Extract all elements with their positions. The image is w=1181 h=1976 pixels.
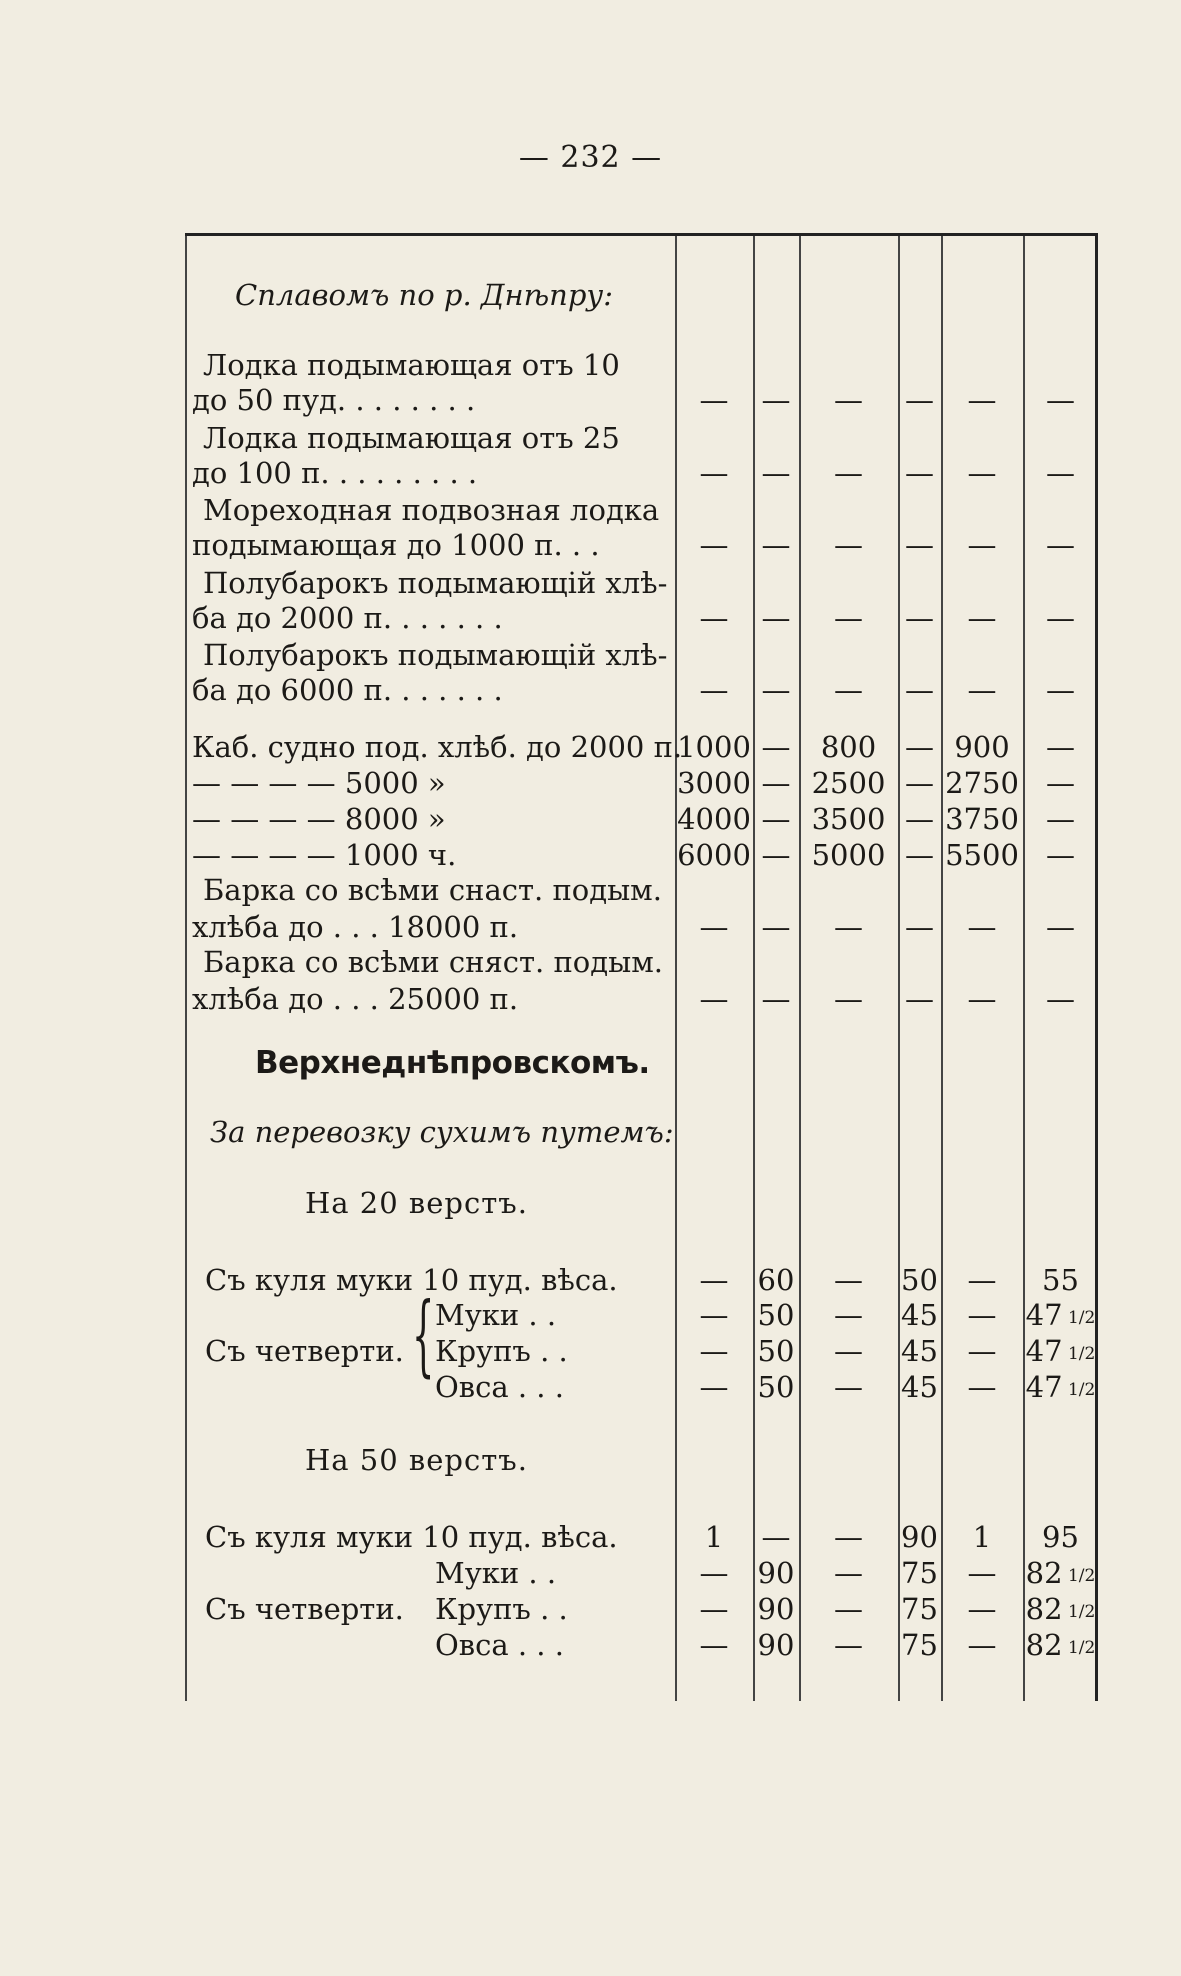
table-cell: —	[967, 1263, 997, 1297]
table-cell: —	[967, 1298, 997, 1332]
table-cell: —	[905, 383, 934, 417]
table-cell: —	[905, 673, 934, 707]
section-title-verkhnedneprovskom: Верхнеднѣпровскомъ.	[255, 1045, 650, 1081]
table-cell: —	[834, 456, 863, 490]
table-cell: 50	[901, 1263, 938, 1297]
section-title-splav: Сплавомъ по р. Днѣпру:	[235, 278, 614, 312]
table-cell: —	[967, 673, 997, 707]
table-cell: —	[834, 601, 863, 635]
fraction: 1/2	[1062, 1602, 1096, 1622]
fraction: 1/2	[1062, 1566, 1096, 1586]
table-cell: 1	[704, 1520, 724, 1554]
row-label: Лодка подымающая отъ 25	[203, 421, 620, 455]
table-cell: —	[834, 1556, 863, 1590]
tariff-table	[170, 233, 1098, 1701]
table-cell: 90	[757, 1592, 795, 1626]
table-cell: —	[1046, 673, 1075, 707]
table-cell: 800	[820, 730, 877, 764]
table-cell: 47 1/2	[1025, 1370, 1096, 1404]
table-cell: 50	[757, 1370, 795, 1404]
table-cell: —	[834, 1334, 863, 1368]
table-cell: 75	[901, 1628, 938, 1662]
table-cell: 47 1/2	[1025, 1298, 1096, 1332]
row-label: Овса . . .	[435, 1370, 564, 1404]
table-cell: —	[699, 1263, 729, 1297]
row-label: Лодка подымающая отъ 10	[203, 348, 620, 382]
subsection-title-50: На 50 верстъ.	[305, 1443, 528, 1477]
table-cell: —	[761, 802, 791, 836]
table-cell: 90	[901, 1520, 938, 1554]
column-rule	[185, 236, 187, 1701]
table-cell: —	[905, 730, 934, 764]
table-cell: —	[761, 1520, 791, 1554]
table-cell: —	[1046, 730, 1075, 764]
table-cell: —	[1046, 528, 1075, 562]
table-cell: —	[1046, 456, 1075, 490]
table-cell: —	[1046, 383, 1075, 417]
row-label: хлѣба до . . . 18000 п.	[192, 910, 519, 944]
section-title-sukhim: За перевозку сухимъ путемъ:	[210, 1115, 674, 1149]
table-cell: 75	[901, 1592, 938, 1626]
row-label: хлѣба до . . . 25000 п.	[192, 982, 519, 1016]
table-cell: —	[834, 1298, 863, 1332]
fraction: 1/2	[1062, 1380, 1096, 1400]
table-top-rule	[185, 233, 1098, 236]
table-cell: —	[834, 1592, 863, 1626]
table-cell: 90	[757, 1628, 795, 1662]
table-cell: 3750	[945, 802, 1019, 836]
row-label: Съ куля муки 10 пуд. вѣса.	[205, 1263, 618, 1297]
table-cell: —	[699, 1334, 729, 1368]
table-cell: —	[834, 1263, 863, 1297]
table-cell: —	[699, 456, 729, 490]
table-cell: 6000	[677, 838, 751, 872]
table-cell: 90	[757, 1556, 795, 1590]
table-cell: 2500	[811, 766, 886, 800]
fraction: 1/2	[1062, 1308, 1096, 1328]
row-label: Полубарокъ подымающій хлѣ-	[203, 638, 668, 672]
row-label: ба до 6000 п. . . . . . .	[192, 673, 503, 707]
table-cell: —	[1046, 802, 1075, 836]
table-cell: —	[834, 910, 863, 944]
table-cell: —	[699, 910, 729, 944]
table-cell: —	[761, 528, 791, 562]
table-cell: —	[699, 601, 729, 635]
table-cell: 95	[1042, 1520, 1079, 1554]
table-cell: —	[834, 1520, 863, 1554]
row-label: Мореходная подвозная лодка	[203, 493, 660, 527]
table-cell: —	[967, 1556, 997, 1590]
table-cell: —	[967, 601, 997, 635]
table-cell: —	[834, 383, 863, 417]
table-cell: —	[905, 766, 934, 800]
table-cell: —	[761, 456, 791, 490]
table-cell: —	[1046, 910, 1075, 944]
row-label: — — — — 8000 »	[192, 802, 446, 836]
row-label: до 50 пуд. . . . . . . .	[192, 383, 476, 417]
table-cell: 50	[757, 1334, 795, 1368]
table-cell: —	[834, 982, 863, 1016]
table-cell: —	[905, 528, 934, 562]
table-cell: —	[699, 982, 729, 1016]
table-cell: 45	[901, 1334, 938, 1368]
row-label: Крупъ . .	[435, 1592, 568, 1626]
table-cell: 82 1/2	[1025, 1628, 1096, 1662]
table-cell: —	[905, 910, 934, 944]
table-cell: —	[834, 673, 863, 707]
table-cell: —	[761, 982, 791, 1016]
table-cell: 50	[757, 1298, 795, 1332]
row-label: подымающая до 1000 п. . .	[192, 528, 600, 562]
row-label: — — — — 1000 ч.	[192, 838, 457, 872]
row-label: Полубарокъ подымающій хлѣ-	[203, 566, 668, 600]
row-label: Барка со всѣми снаст. подым.	[203, 873, 662, 907]
subsection-title-20: На 20 верстъ.	[305, 1186, 528, 1220]
page-number: — 232 —	[518, 140, 663, 175]
table-cell: —	[905, 838, 934, 872]
table-cell: 45	[901, 1370, 938, 1404]
table-cell: —	[1046, 838, 1075, 872]
table-cell: —	[1046, 982, 1075, 1016]
row-label: Съ четверти.	[205, 1334, 404, 1368]
row-label: Каб. судно под. хлѣб. до 2000 п.	[192, 730, 683, 764]
table-cell: 60	[757, 1263, 795, 1297]
row-label: — — — — 5000 »	[192, 766, 446, 800]
table-cell: —	[761, 601, 791, 635]
table-cell: —	[967, 910, 997, 944]
fraction: 1/2	[1062, 1344, 1096, 1364]
table-cell: —	[761, 730, 791, 764]
table-cell: —	[905, 982, 934, 1016]
table-cell: —	[834, 1628, 863, 1662]
table-cell: —	[834, 528, 863, 562]
table-cell: —	[761, 766, 791, 800]
table-cell: —	[699, 1628, 729, 1662]
table-cell: 75	[901, 1556, 938, 1590]
table-cell: —	[967, 982, 997, 1016]
row-label: до 100 п. . . . . . . . .	[192, 456, 478, 490]
table-cell: —	[1046, 766, 1075, 800]
table-cell: —	[967, 1334, 997, 1368]
row-label: Муки . .	[435, 1556, 557, 1590]
table-cell: 900	[954, 730, 1010, 764]
table-cell: —	[967, 456, 997, 490]
table-cell: —	[761, 673, 791, 707]
row-label: ба до 2000 п. . . . . . .	[192, 601, 503, 635]
table-cell: —	[761, 383, 791, 417]
table-cell: —	[699, 1298, 729, 1332]
brace-glyph: {	[412, 1283, 435, 1386]
fraction: 1/2	[1062, 1638, 1096, 1658]
table-cell: —	[967, 1628, 997, 1662]
table-cell: —	[699, 1556, 729, 1590]
row-label: Съ куля муки 10 пуд. вѣса.	[205, 1520, 618, 1554]
table-cell: —	[967, 383, 997, 417]
table-cell: —	[834, 1370, 863, 1404]
table-cell: 55	[1042, 1263, 1079, 1297]
table-cell: 5000	[811, 838, 886, 872]
table-cell: —	[1046, 601, 1075, 635]
row-label: Овса . . .	[435, 1628, 564, 1662]
table-cell: —	[699, 528, 729, 562]
table-cell: 3000	[677, 766, 751, 800]
table-cell: —	[967, 1370, 997, 1404]
row-label: Съ четверти.	[205, 1592, 404, 1626]
table-cell: 2750	[945, 766, 1019, 800]
table-cell: —	[699, 1592, 729, 1626]
table-cell: 5500	[945, 838, 1019, 872]
table-cell: —	[905, 456, 934, 490]
table-cell: 1	[972, 1520, 992, 1554]
row-label: Крупъ . .	[435, 1334, 568, 1368]
table-cell: 4000	[677, 802, 751, 836]
table-cell: —	[905, 601, 934, 635]
table-cell: 45	[901, 1298, 938, 1332]
table-cell: —	[967, 1592, 997, 1626]
table-cell: 82 1/2	[1025, 1592, 1096, 1626]
table-cell: —	[699, 673, 729, 707]
table-cell: 82 1/2	[1025, 1556, 1096, 1590]
table-cell: 3500	[811, 802, 886, 836]
table-cell: —	[905, 802, 934, 836]
table-cell: —	[699, 1370, 729, 1404]
row-label: Муки . .	[435, 1298, 557, 1332]
table-cell: —	[967, 528, 997, 562]
table-cell: 47 1/2	[1025, 1334, 1096, 1368]
table-cell: 1000	[677, 730, 751, 764]
table-cell: —	[699, 383, 729, 417]
table-cell: —	[761, 910, 791, 944]
row-label: Барка со всѣми сняст. подым.	[203, 945, 663, 979]
table-cell: —	[761, 838, 791, 872]
